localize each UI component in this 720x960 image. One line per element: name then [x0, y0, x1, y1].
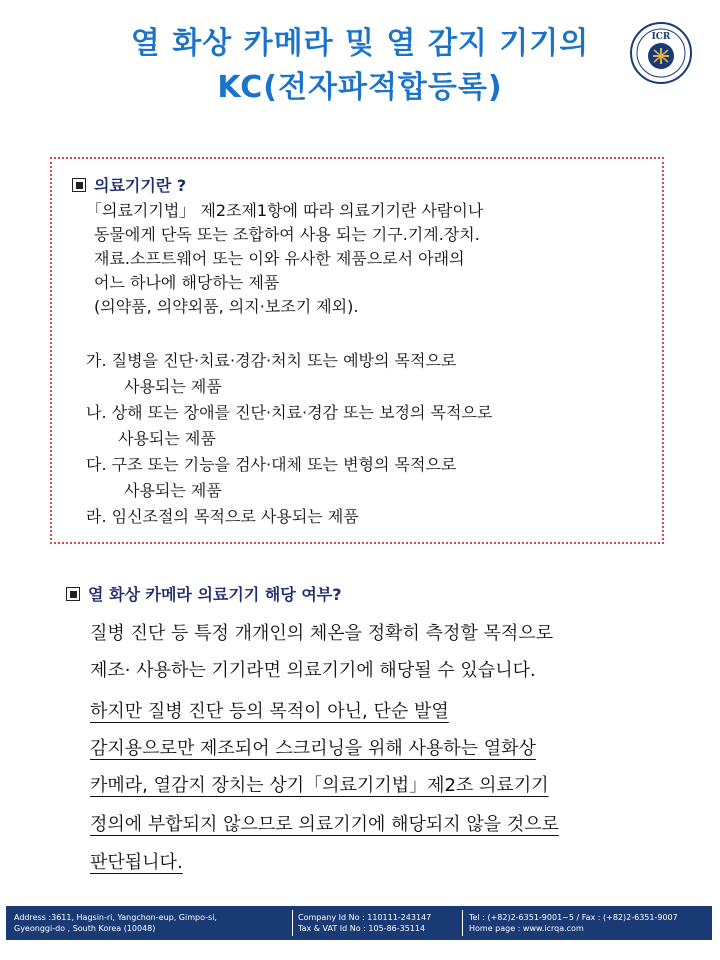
square-bullet-icon: [66, 587, 80, 601]
homepage-link[interactable]: Home page : www.icrqa.com: [469, 924, 584, 933]
body-line-underlined: 감지용으로만 제조되어 스크리닝을 위해 사용하는 열화상: [90, 738, 536, 759]
definition-line: 「의료기기법」 제2조제1항에 따라 의료기기란 사람이나: [86, 201, 484, 220]
definition-line: 어느 하나에 해당하는 제품: [94, 273, 280, 292]
square-bullet-icon: [72, 178, 86, 192]
footer-divider: [462, 910, 463, 936]
list-item: 다. 구조 또는 기능을 검사·대체 또는 변형의 목적으로: [86, 455, 457, 474]
list-item: 사용되는 제품: [124, 377, 222, 396]
list-item: 나. 상해 또는 장애를 진단·치료·경감 또는 보정의 목적으로: [86, 403, 493, 422]
section-heading: [66, 582, 342, 605]
footer-address: [14, 912, 217, 934]
page-title-line-2: KC(전자파적합등록): [217, 70, 503, 105]
footer-bar: [6, 906, 712, 940]
footer-company-ids: [298, 912, 431, 934]
address-line: Address :3611, Hagsin-ri, Yangchon-eup, Gimpo-si,: [14, 913, 217, 922]
page-title-line-1: 열 화상 카메라 및 열 감지 기기의: [130, 26, 590, 61]
body-line-underlined: 정의에 부합되지 않으므로 의료기기에 해당되지 않을 것으로: [90, 814, 560, 835]
body-line: 질병 진단 등 특정 개개인의 체온을 정확히 측정할 목적으로: [90, 623, 554, 644]
list-item: 라. 임신조절의 목적으로 사용되는 제품: [86, 507, 359, 526]
body-line-underlined: 하지만 질병 진단 등의 목적이 아닌, 단순 발열: [90, 701, 449, 722]
list-item: 가. 질병을 진단·치료·경감·처치 또는 예방의 목적으로: [86, 351, 457, 370]
list-item: 사용되는 제품: [124, 481, 222, 500]
logo-text: ICR: [651, 32, 671, 42]
tel-fax: Tel : (+82)2-6351-9001~5 / Fax : (+82)2-6351-9007: [469, 913, 678, 922]
footer-divider: [292, 910, 293, 936]
body-line-underlined: 판단됩니다.: [90, 852, 183, 873]
company-id: Company Id No : 110111-243147: [298, 913, 432, 922]
body-line: 제조· 사용하는 기기라면 의료기기에 해당될 수 있습니다.: [90, 660, 536, 681]
list-item: 사용되는 제품: [118, 429, 216, 448]
icr-logo: [630, 22, 692, 84]
definition-line: 재료.소프트웨어 또는 이와 유사한 제품으로서 아래의: [94, 249, 465, 268]
address-line: Gyeonggi-do , South Korea (10048): [14, 924, 156, 933]
box-heading-text: 의료기기란 ?: [94, 176, 187, 195]
body-line-underlined: 카메라, 열감지 장치는 상기「의료기기법」제2조 의료기기: [90, 775, 549, 796]
tax-id: Tax & VAT Id No : 105-86-35114: [298, 924, 426, 933]
medical-device-definition-box: [50, 157, 664, 544]
definition-line: 동물에게 단독 또는 조합하여 사용 되는 기구.기계.장치.: [94, 225, 480, 244]
definition-line: (의약품, 의약외품, 의지·보조기 제외).: [94, 297, 359, 316]
box-heading: [72, 173, 186, 196]
section-heading-text: 열 화상 카메라 의료기기 해당 여부?: [88, 585, 342, 604]
footer-contact: [469, 912, 678, 934]
